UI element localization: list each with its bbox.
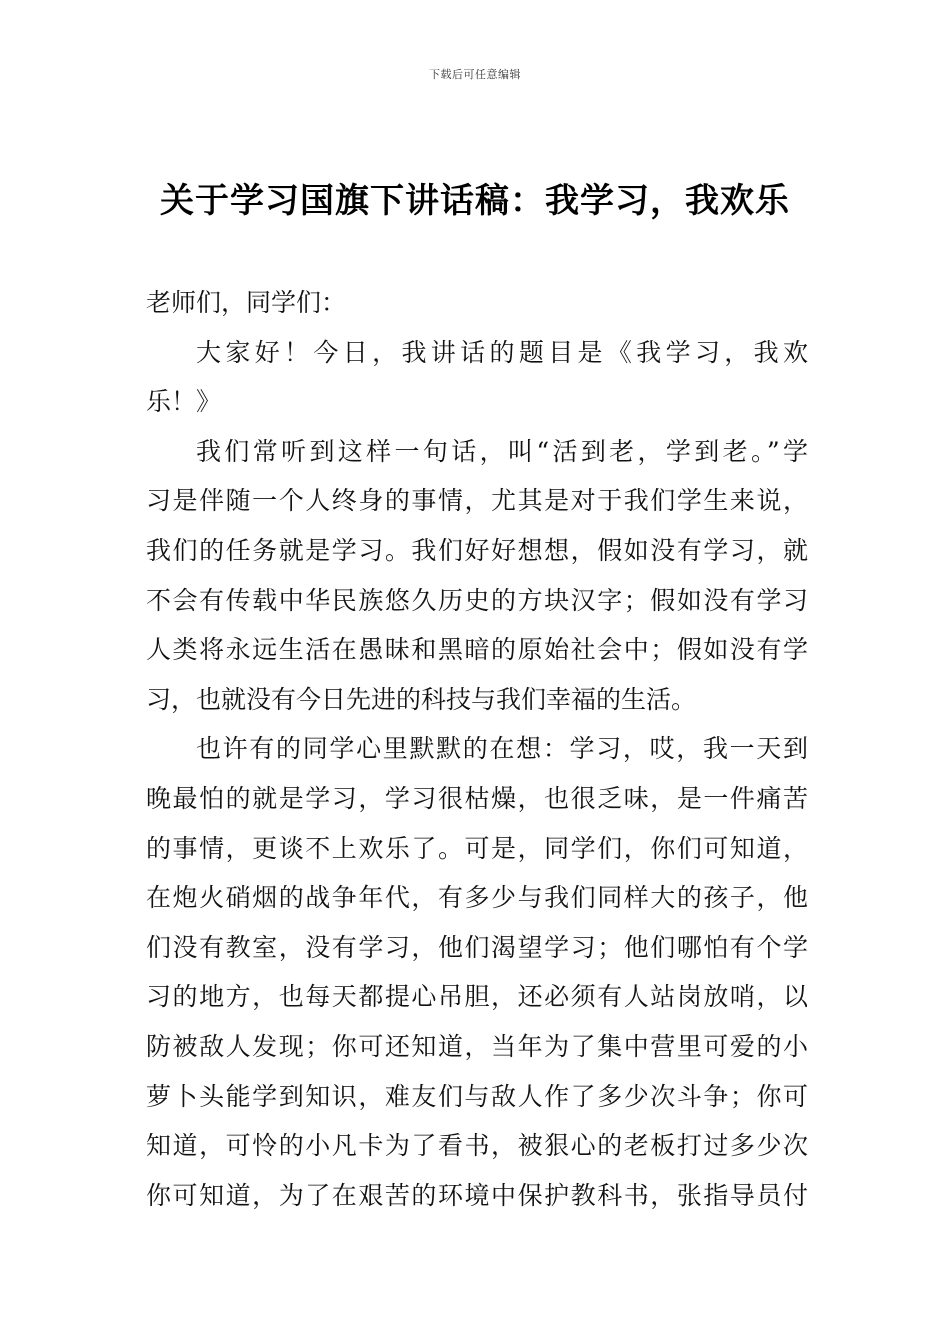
salutation-line: 老师们，同学们： xyxy=(146,288,347,317)
paragraph-line: 你可知道，为了在艰苦的环境中保护教科书，张指导员付 xyxy=(146,1180,808,1210)
header-note: 下载后可任意编辑 xyxy=(429,68,521,81)
paragraph-line: 我们的任务就是学习。我们好好想想，假如没有学习，就 xyxy=(146,535,808,565)
paragraph-line: 人类将永远生活在愚昧和黑暗的原始社会中；假如没有学 xyxy=(146,635,808,665)
paragraph-line: 在炮火硝烟的战争年代，有多少与我们同样大的孩子，他 xyxy=(146,883,808,913)
paragraph-line: 也许有的同学心里默默的在想：学习，哎，我一天到 xyxy=(196,734,808,764)
paragraph-line: 不会有传载中华民族悠久历史的方块汉字；假如没有学习 xyxy=(146,585,808,615)
paragraph-line: 乐！》 xyxy=(146,387,222,417)
paragraph-line: 习，也就没有今日先进的科技与我们幸福的生活。 xyxy=(146,684,697,714)
paragraph-line: 晚最怕的就是学习，学习很枯燥，也很乏味，是一件痛苦 xyxy=(146,783,808,813)
paragraph-line: 知道，可怜的小凡卡为了看书，被狠心的老板打过多少次 xyxy=(146,1131,808,1161)
paragraph-line: 我们常听到这样一句话，叫“活到老，学到老。”学 xyxy=(196,436,808,466)
paragraph-line: 的事情，更谈不上欢乐了。可是，同学们，你们可知道， xyxy=(146,833,808,863)
paragraph-line: 习的地方，也每天都提心吊胆，还必须有人站岗放哨，以 xyxy=(146,982,808,1012)
paragraph-line: 们没有教室，没有学习，他们渴望学习；他们哪怕有个学 xyxy=(146,932,808,962)
paragraph-line: 大家好！今日，我讲话的题目是《我学习，我欢 xyxy=(196,337,808,367)
paragraph-line: 防被敌人发现；你可还知道，当年为了集中营里可爱的小 xyxy=(146,1031,808,1061)
document-title: 关于学习国旗下讲话稿：我学习，我欢乐 xyxy=(160,181,790,221)
paragraph-line: 萝卜头能学到知识，难友们与敌人作了多少次斗争；你可 xyxy=(146,1081,808,1111)
document-body xyxy=(146,278,808,1220)
paragraph-line: 习是伴随一个人终身的事情，尤其是对于我们学生来说， xyxy=(146,486,808,516)
